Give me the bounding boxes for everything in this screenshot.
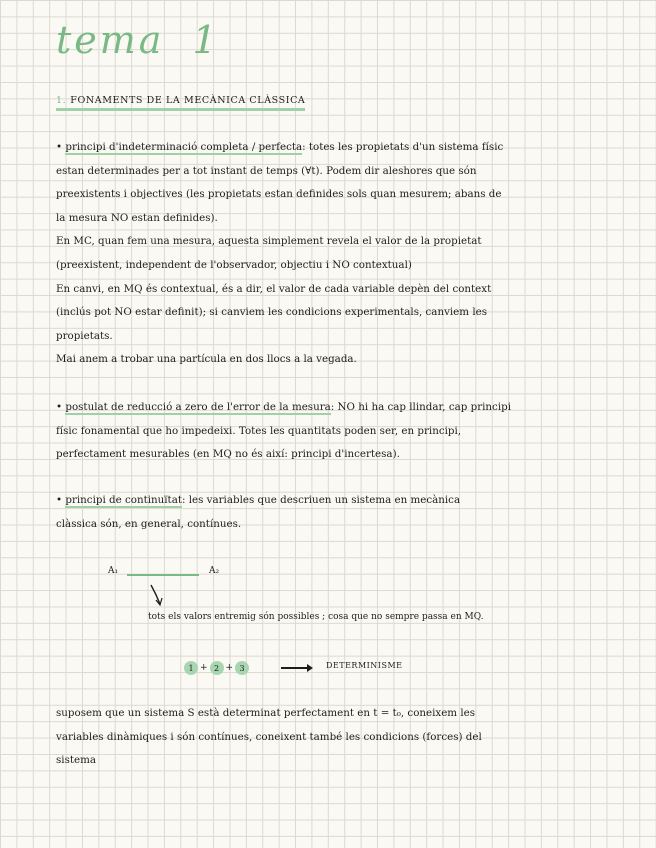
paragraph-continuity bbox=[56, 489, 608, 536]
highlighted-term: principi d'indeterminació completa / perfecta bbox=[65, 141, 303, 153]
text-line: En MC, quan fem una mesura, aquesta simplement revela el valor de la propietat bbox=[56, 235, 482, 248]
paragraph-indeterminacy bbox=[56, 136, 608, 372]
text-line: (preexistent, independent de l'observador, objectiu i NO contextual) bbox=[56, 258, 412, 271]
continuity-note: tots els valors entremig són possibles ; cosa que no sempre passa en MQ. bbox=[148, 612, 484, 622]
page-title bbox=[56, 18, 220, 62]
plus-sign: + bbox=[225, 663, 234, 673]
paragraph-system bbox=[56, 702, 608, 773]
title-number: 1 bbox=[192, 18, 220, 62]
section-heading bbox=[56, 95, 305, 111]
interval-segment bbox=[127, 574, 199, 576]
section-label: FONAMENTS DE LA MECÀNICA CLÀSSICA bbox=[70, 95, 306, 106]
principles-sum bbox=[184, 660, 249, 676]
text-line: Mai anem a trobar una partícula en dos llocs a la vegada. bbox=[56, 353, 357, 366]
title-word: tema bbox=[56, 18, 165, 62]
text-line: sistema bbox=[56, 754, 96, 767]
right-arrow-icon bbox=[281, 667, 311, 669]
text-line: variables dinàmiques i són contínues, coneixent també les condicions (forces) del bbox=[56, 730, 482, 743]
principle-1-badge: 1 bbox=[184, 661, 198, 675]
text-line: propietats. bbox=[56, 329, 113, 342]
principle-2-badge: 2 bbox=[210, 661, 224, 675]
text-line: preexistents i objectives (les propietats estan definides sols quan mesurem; abans de bbox=[56, 188, 502, 201]
determinism-label: DETERMINISME bbox=[326, 661, 403, 670]
text-line: • postulat de reducció a zero de l'error de la mesura: NO hi ha cap llindar, cap principi bbox=[56, 401, 511, 413]
text-line: • principi d'indeterminació completa / perfecta: totes les propietats d'un sistema físic bbox=[56, 141, 504, 153]
paragraph-error-reduction bbox=[56, 396, 608, 467]
plus-sign: + bbox=[200, 663, 208, 673]
label-a1: A₁ bbox=[108, 566, 119, 576]
text-line: suposem que un sistema S està determinat perfectament en t = t₀, coneixem les bbox=[56, 707, 476, 719]
text-line: perfectament mesurables (en MQ no és així: principi d'incertesa). bbox=[56, 448, 400, 461]
text-line: la mesura NO estan definides). bbox=[56, 211, 218, 224]
highlighted-term: principi de continuïtat bbox=[65, 494, 182, 506]
text-line: • principi de continuïtat: les variables que descriuen un sistema en mecànica bbox=[56, 494, 461, 506]
section-number: 1. bbox=[56, 95, 67, 106]
label-a2: A₂ bbox=[209, 566, 220, 576]
text-line: clàssica són, en general, contínues. bbox=[56, 517, 242, 530]
text-line: En canvi, en MQ és contextual, és a dir, el valor de cada variable depèn del context bbox=[56, 282, 492, 295]
principle-3-badge: 3 bbox=[235, 661, 249, 675]
text-line: estan determinades per a tot instant de temps (∀t). Podem dir aleshores que són bbox=[56, 164, 477, 177]
text-line: (inclús pot NO estar definit); si canviem les condicions experimentals, canviem les bbox=[56, 306, 487, 319]
highlighted-term: postulat de reducció a zero de l'error de la mesura bbox=[65, 401, 331, 413]
text-line: físic fonamental que ho impedeixi. Totes les quantitats poden ser, en principi, bbox=[56, 424, 462, 437]
